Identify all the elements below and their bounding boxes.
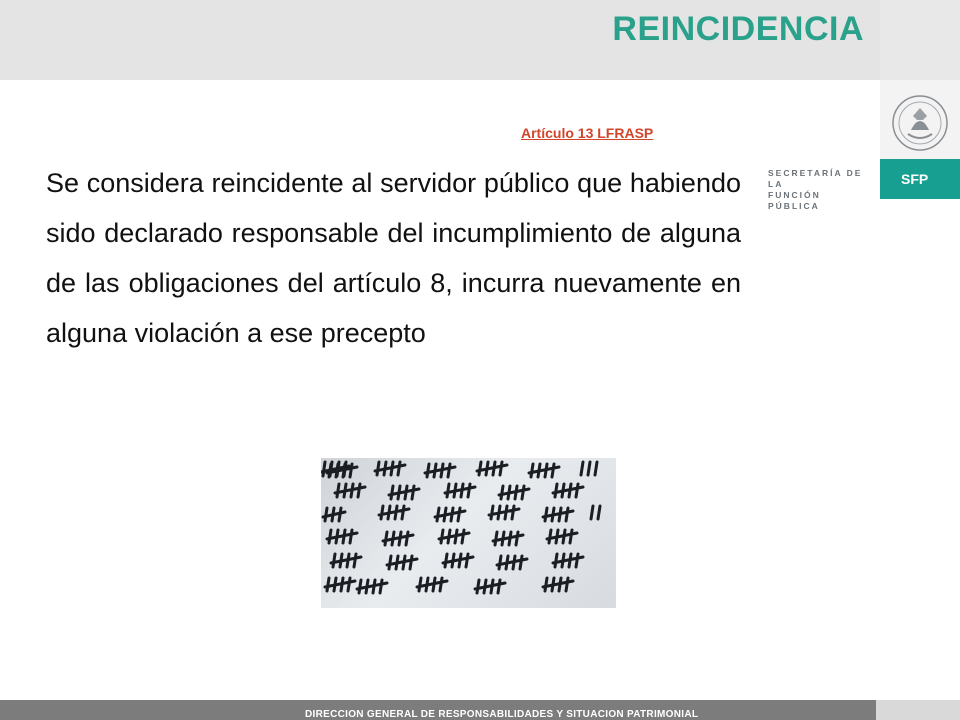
page-title: REINCIDENCIA <box>612 10 864 48</box>
mexican-coat-of-arms-icon <box>880 85 960 160</box>
footer-text: DIRECCION GENERAL DE RESPONSABILIDADES Y SITUACION PATRIMONIAL <box>305 709 699 720</box>
tally-marks-illustration <box>321 458 616 608</box>
agency-name <box>768 168 876 212</box>
footer-right-block <box>876 700 960 720</box>
sfp-badge: SFP <box>880 159 960 199</box>
agency-line-2: FUNCIÓN PÚBLICA <box>768 190 821 211</box>
agency-line-1: SECRETARÍA DE LA <box>768 168 863 189</box>
body-paragraph: Se considera reincidente al servidor público que habiendo sido declarado responsable del incumplimiento de alguna de las obligaciones del artículo 8, incurra nuevamente en alguna violación a ese precepto <box>46 168 741 348</box>
tally-marks-photo <box>321 458 616 608</box>
header-right-block <box>880 0 960 80</box>
article-reference: Artículo 13 LFRASP <box>521 125 654 141</box>
